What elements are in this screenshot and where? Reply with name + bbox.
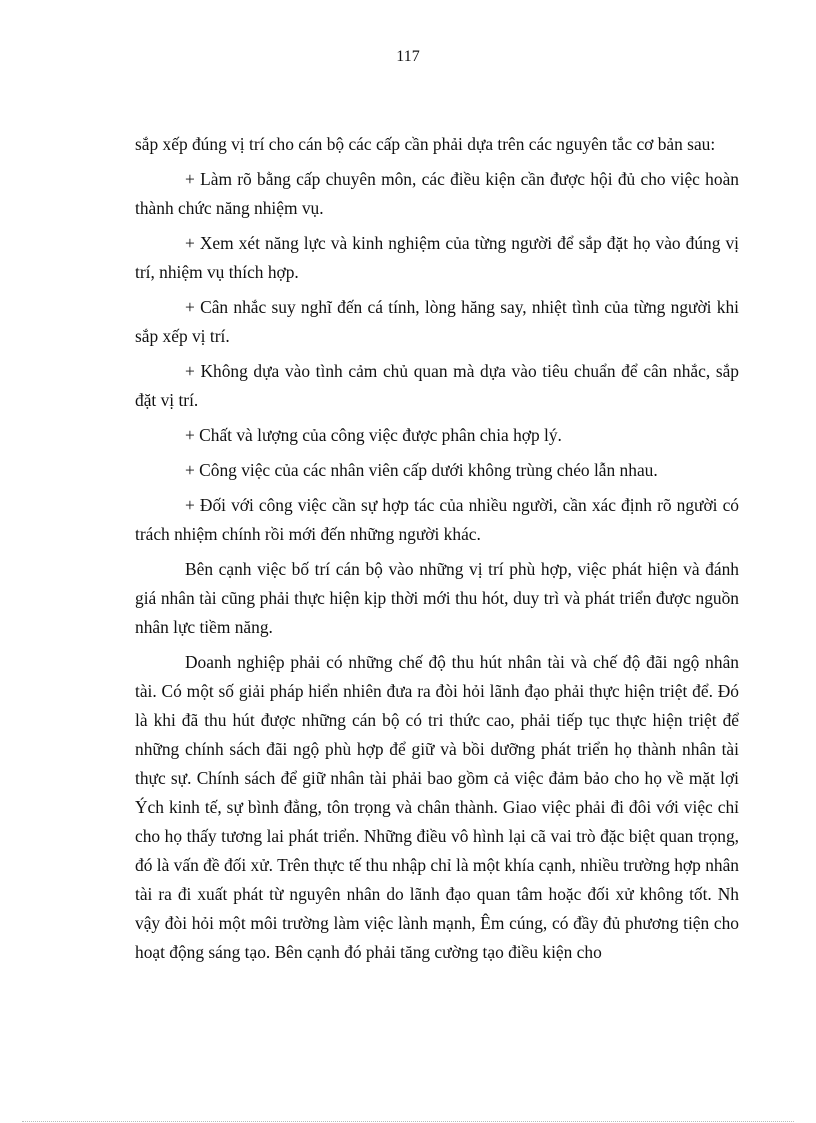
paragraph-6: + Chất và lượng của công việc được phân chia hợp lý. — [185, 425, 562, 445]
paragraph-1: sắp xếp đúng vị trí cho cán bộ các cấp cần phải dựa trên các nguyên tắc cơ bản sau: — [135, 134, 716, 154]
paragraph-10: Doanh nghiệp phải có những chế độ thu hút nhân tài và chế độ đãi ngộ nhân tài. Có một số giải pháp hiển nhiên đưa ra đòi hỏi lãnh đạo phải thực hiện triệt để. Đó là khi đã thu hút được những cán bộ có tri thức cao, phải tiếp tục thực hiện triệt để những chính sách đãi ngộ phù hợp để giữ và bồi dưỡng phát triển họ thành nhân tài thực sự. Chính sách để giữ nhân tài phải bao gồm cả việc đảm bảo cho họ về mặt lợi Ých kinh tế, sự bình đẳng, tôn trọng và chân thành. Giao việc phải đi đôi với việc chỉ cho họ thấy tương lai phát triển. Những điều vô hình lại cã vai trò đặc biệt quan trọng, đó là vấn đề đối xử. Trên thực tế thu nhập chỉ là một khía cạnh, nhiều trường hợp nhân tài ra đi xuất phát từ nguyên nhân do lãnh đạo quan tâm hoặc đối xử không tốt. Nh vậy đòi hỏi một môi trường làm việc lành mạnh, Êm cúng, có đầy đủ phương tiện cho hoạt động sáng tạo. Bên cạnh đó phải tăng cường tạo điều kiện cho — [135, 652, 739, 962]
document-body — [135, 130, 739, 973]
paragraph-5: + Không dựa vào tình cảm chủ quan mà dựa vào tiêu chuẩn để cân nhắc, sắp đặt vị trí. — [135, 361, 739, 410]
footer-divider — [22, 1121, 794, 1122]
paragraph-7: + Công việc của các nhân viên cấp dưới không trùng chéo lẫn nhau. — [185, 460, 658, 480]
paragraph-8: + Đối với công việc cần sự hợp tác của nhiều người, cần xác định rõ người có trách nhiệm chính rồi mới đến những người khác. — [135, 495, 739, 544]
paragraph-2: + Làm rõ bằng cấp chuyên môn, các điều kiện cần được hội đủ cho việc hoàn thành chức năng nhiệm vụ. — [135, 169, 739, 218]
paragraph-4: + Cân nhắc suy nghĩ đến cá tính, lòng hăng say, nhiệt tình của từng người khi sắp xếp vị trí. — [135, 297, 739, 346]
paragraph-3: + Xem xét năng lực và kinh nghiệm của từng người để sắp đặt họ vào đúng vị trí, nhiệm vụ thích hợp. — [135, 233, 739, 282]
paragraph-9: Bên cạnh việc bố trí cán bộ vào những vị trí phù hợp, việc phát hiện và đánh giá nhân tài cũng phải thực hiện kịp thời mới thu hót, duy trì và phát triển được nguồn nhân lực tiềm năng. — [135, 559, 739, 637]
page-number: 117 — [396, 48, 420, 65]
